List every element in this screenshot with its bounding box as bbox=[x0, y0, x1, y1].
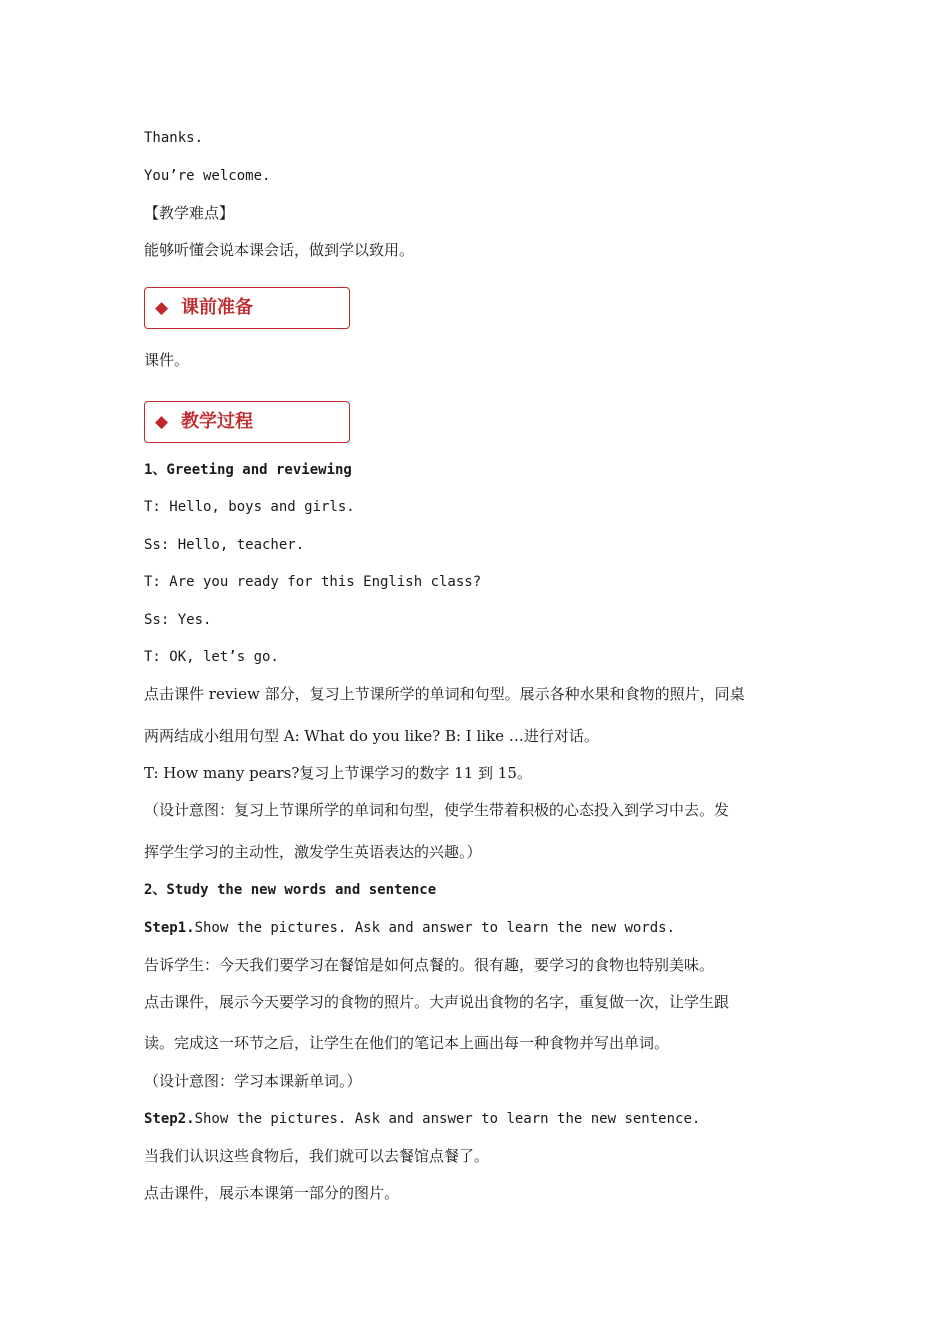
section-title: 课前准备 bbox=[181, 297, 253, 318]
design-intent-line: 挥学生学习的主动性，激发学生英语表达的兴趣。） bbox=[144, 843, 482, 861]
paragraph-line: 点击课件，展示本课第一部分的图片。 bbox=[144, 1184, 400, 1202]
step-line bbox=[144, 1108, 700, 1129]
dialogue-line: T: Hello, boys and girls. bbox=[144, 499, 355, 515]
prep-text: 课件。 bbox=[144, 351, 190, 369]
step-label: Step2. bbox=[144, 1111, 195, 1127]
diamond-icon: ◆ bbox=[155, 298, 169, 318]
diamond-icon: ◆ bbox=[155, 412, 169, 432]
difficulty-text: 能够听懂会说本课会话，做到学以致用。 bbox=[144, 241, 415, 259]
section-header-prep bbox=[144, 287, 350, 329]
design-intent-line: （设计意图：复习上节课所学的单词和句型，使学生带着积极的心态投入到学习中去。发 bbox=[144, 801, 730, 819]
design-intent-line: （设计意图：学习本课新单词。） bbox=[144, 1072, 362, 1090]
dialogue-line: T: Are you ready for this English class? bbox=[144, 574, 482, 590]
paragraph-line: 读。完成这一环节之后，让学生在他们的笔记本上画出每一种食物并写出单词。 bbox=[144, 1034, 670, 1052]
step-text: Show the pictures. Ask and answer to learn the new words. bbox=[194, 920, 676, 936]
paragraph-line: T: How many pears?复习上节课学习的数字 11 到 15。 bbox=[144, 764, 532, 782]
step-line bbox=[144, 917, 675, 938]
subsection-heading: 2、Study the new words and sentence bbox=[144, 882, 437, 898]
section-header-process bbox=[144, 401, 350, 443]
dialogue-line: You’re welcome. bbox=[144, 168, 271, 184]
paragraph-line: 点击课件，展示今天要学习的食物的照片。大声说出食物的名字，重复做一次，让学生跟 bbox=[144, 993, 730, 1011]
dialogue-line: Thanks. bbox=[144, 130, 204, 146]
paragraph-line: 两两结成小组用句型 A: What do you like? B: I like …进行对话。 bbox=[144, 727, 599, 745]
subsection-heading: 1、Greeting and reviewing bbox=[144, 462, 352, 478]
dialogue-line: T: OK, let’s go. bbox=[144, 649, 279, 665]
paragraph-line: 点击课件 review 部分，复习上节课所学的单词和句型。展示各种水果和食物的照片，同桌 bbox=[144, 685, 745, 703]
dialogue-line: Ss: Yes. bbox=[144, 612, 212, 628]
dialogue-line: Ss: Hello, teacher. bbox=[144, 537, 305, 553]
section-title: 教学过程 bbox=[181, 411, 253, 432]
paragraph-line: 告诉学生：今天我们要学习在餐馆是如何点餐的。很有趣，要学习的食物也特别美味。 bbox=[144, 956, 715, 974]
difficulty-heading: 【教学难点】 bbox=[144, 204, 235, 222]
step-label: Step1. bbox=[144, 920, 195, 936]
step-text: Show the pictures. Ask and answer to learn the new sentence. bbox=[194, 1111, 701, 1127]
paragraph-line: 当我们认识这些食物后，我们就可以去餐馆点餐了。 bbox=[144, 1147, 490, 1165]
